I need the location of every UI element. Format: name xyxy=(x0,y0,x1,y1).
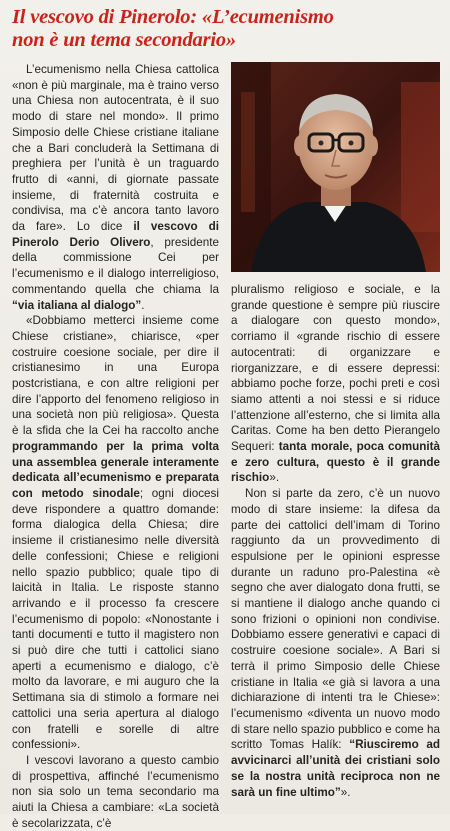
paragraph xyxy=(12,313,219,753)
headline xyxy=(12,6,438,52)
text-run: ». xyxy=(340,785,351,799)
left-column xyxy=(12,62,219,831)
text-run: ; ogni diocesi deve rispondere a quattro domande: forma dialogica della Chiesa; dire insieme il cristianesimo nelle diversità delle confessioni; Chiese e religioni nello spazio pubblico; quale tipo di laicità in Italia. Le risposte stanno arrivando e il processo fa crescere l’ecumenismo di popolo: «Nonostante i tanti documenti e tutto il magistero non si può dire che tutti i cattolici siano aperti a ecumenismo e dialogo, c’è molto da lavorare, e mi auguro che la Settimana sia di stimolo a formare nei cattolici una seria apertura al dialogo con fratelli e sorelle di altre confessioni». xyxy=(12,486,219,752)
headline-line-1: Il vescovo di Pinerolo: «L’ecumenismo xyxy=(12,6,334,28)
bold-text-run: “Riusciremo ad avvicinarci all’unità dei cristiani solo se la nostra unità reciproca non ne sarà un fine ultimo” xyxy=(231,738,441,799)
bold-text-run: “via italiana al dialogo” xyxy=(12,298,142,312)
text-run: Non si parte da zero, c’è un nuovo modo di stare insieme: la difesa da parte dei cattolici dell’imam di Torino raggiunto da un provvedimento di espulsione per le opinioni espresse durante un raduno pro-Palestina «è segno che aver dialogato dona frutti, se si mantiene il dialogo anche quando ci sono frizioni o opinioni non condivise. Dobbiamo essere generativi e capaci di costruire coesione sociale». A Bari si terrà il primo Simposio delle Chiese cristiane in Italia «e già si lavora a una dichiarazione di intenti tra le Chiese»: l’ecumenismo «diventa un nuovo modo di stare nello spazio pubblico e come ha scritto Tomas Halík: xyxy=(231,487,440,752)
right-column xyxy=(231,282,440,800)
paragraph xyxy=(12,753,219,831)
bold-text-run: programmando per la prima volta una assemblea generale interamente dedicata all’ecumenismo e preparata con metodo sinodale xyxy=(12,439,219,500)
paragraph xyxy=(231,486,440,800)
article-body xyxy=(12,62,441,830)
bold-text-run: il vescovo di Pinerolo Derio Olivero xyxy=(12,220,219,249)
text-run: I vescovi lavorano a questo cambio di prospettiva, affinché l’ecumenismo non sia solo un tema secondario ma aiuti la Chiesa a cambiare: «La società è secolarizzata, c’è xyxy=(12,753,219,830)
text-run: «Dobbiamo metterci insieme come Chiese cristiane», chiarisce, «per costruire coesione sociale, per dire il cristianesimo in una Europa postcristiana, e con altre religioni per dire l’apporto del fenomeno religioso in una società non più religiosa». Questa è la sfida che la Cei ha raccolto anche xyxy=(12,314,219,438)
text-run: L’ecumenismo nella Chiesa cattolica «non è più marginale, ma è traino verso una Chiesa non autocentrata, è il suo modo di stare nel mondo». Il primo Simposio delle Chiese cristiane italiane che a Bari concluderà la Settimana di preghiera per l’unità è un traguardo frutto di «anni, di giornate passate insieme, di fraternità costruita e condivisa, ma c’è ancora tanto lavoro da fare». Lo dice xyxy=(12,63,219,234)
bishop-portrait-illustration xyxy=(231,62,440,272)
bishop-photo xyxy=(231,62,440,272)
text-run: . xyxy=(141,298,145,312)
text-run: , presidente della commissione Cei per l’ecumenismo e il dialogo interreligioso, commentando quella che chiama la xyxy=(12,235,220,296)
paragraph xyxy=(12,62,219,313)
text-run: ». xyxy=(269,471,280,485)
headline-line-2: non è un tema secondario» xyxy=(12,29,236,51)
paragraph xyxy=(231,282,440,486)
text-run: pluralismo religioso e sociale, e la grande questione è sempre più riuscire a dialogare con questo mondo», corriamo il «grande rischio di essere autocentrati: di organizzare e riorganizzare, e di essere depressi: abbiamo poche forze, pochi preti e così siamo attenti a noi stessi e si riduce l’attenzione all’esterno, che si limita alla Caritas. Come ha ben detto Pierangelo Sequeri: xyxy=(231,283,440,454)
bold-text-run: tanta morale, poca comunità e zero cultura, questo è il grande rischio xyxy=(231,440,440,485)
